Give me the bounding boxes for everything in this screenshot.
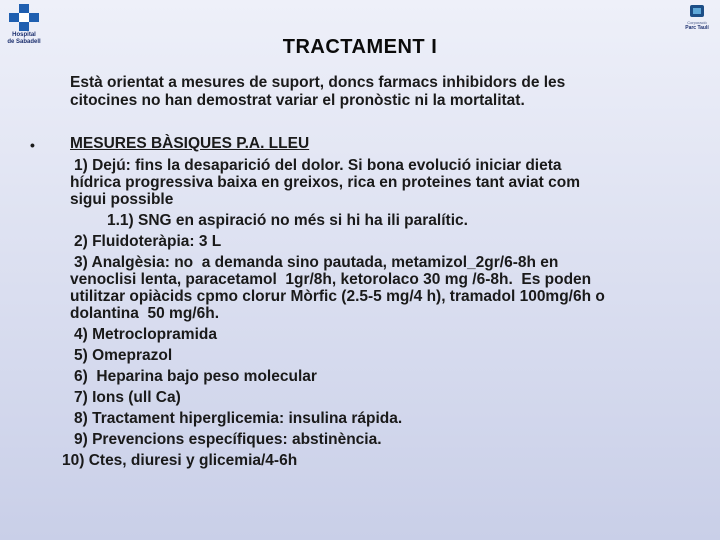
- list-item: [70, 347, 700, 364]
- list-item: [70, 326, 700, 343]
- corporacio-logo: [680, 4, 714, 31]
- corporacio-mark-icon: [688, 4, 706, 20]
- list-item-line: hídrica progressiva baixa en greixos, rica en proteines tant aviat com: [70, 174, 580, 191]
- list-item: [62, 452, 700, 469]
- measures-list: [62, 157, 700, 473]
- list-item-line: venoclisi lenta, paracetamol 1gr/8h, ketorolaco 30 mg /6-8h. Es poden: [70, 271, 592, 288]
- list-item: [70, 368, 700, 385]
- intro-paragraph: [70, 74, 680, 110]
- list-item-line: 8) Tractament hiperglicemia: insulina rápida.: [74, 410, 403, 427]
- list-item-line: 2) Fluidoteràpia: 3 L: [74, 233, 222, 250]
- logo-small-text: Corporació: [687, 20, 707, 25]
- list-item-line: 10) Ctes, diuresi y glicemia/4-6h: [62, 452, 298, 469]
- list-item-line: 9) Prevencions específiques: abstinència.: [74, 431, 382, 448]
- logo-line1: Hospital: [12, 32, 36, 38]
- list-item-line: 6) Heparina bajo peso molecular: [74, 368, 317, 385]
- logo-line2: de Sabadell: [7, 39, 41, 45]
- list-item-line: 7) Ions (ull Ca): [74, 389, 181, 406]
- list-item: [70, 410, 700, 427]
- section-heading: MESURES BÀSIQUES P.A. LLEU: [70, 135, 310, 152]
- list-item-line: 1.1) SNG en aspiració no més si hi ha ili paralític.: [107, 212, 468, 229]
- intro-line: citocines no han demostrat variar el pronòstic ni la mortalitat.: [70, 92, 525, 109]
- list-item: [70, 233, 700, 250]
- list-item-line: 4) Metroclopramida: [74, 326, 217, 343]
- list-item-line: 5) Omeprazol: [74, 347, 173, 364]
- bullet-marker: •: [30, 137, 35, 153]
- logo-name-text: Parc Taulí: [685, 25, 709, 31]
- list-item: [70, 254, 700, 322]
- intro-line: Està orientat a mesures de suport, doncs farmacs inhibidors de les: [70, 74, 566, 91]
- list-item: [70, 157, 700, 208]
- list-item: [70, 212, 700, 229]
- list-item: [70, 431, 700, 448]
- hospital-cross-icon: [9, 4, 39, 32]
- slide-title: TRACTAMENT I: [282, 36, 438, 58]
- list-item: [70, 389, 700, 406]
- list-item-line: utilitzar opiàcids cpmo clorur Mòrfic (2.5-5 mg/4 h), tramadol 100mg/6h o: [70, 288, 605, 305]
- list-item-line: 3) Analgèsia: no a demanda sino pautada, metamizol_2gr/6-8h en: [74, 254, 559, 271]
- list-item-line: 1) Dejú: fins la desaparició del dolor. Si bona evolució iniciar dieta: [74, 157, 562, 174]
- list-item-line: sigui possible: [70, 191, 174, 208]
- list-item-line: dolantina 50 mg/6h.: [70, 305, 219, 322]
